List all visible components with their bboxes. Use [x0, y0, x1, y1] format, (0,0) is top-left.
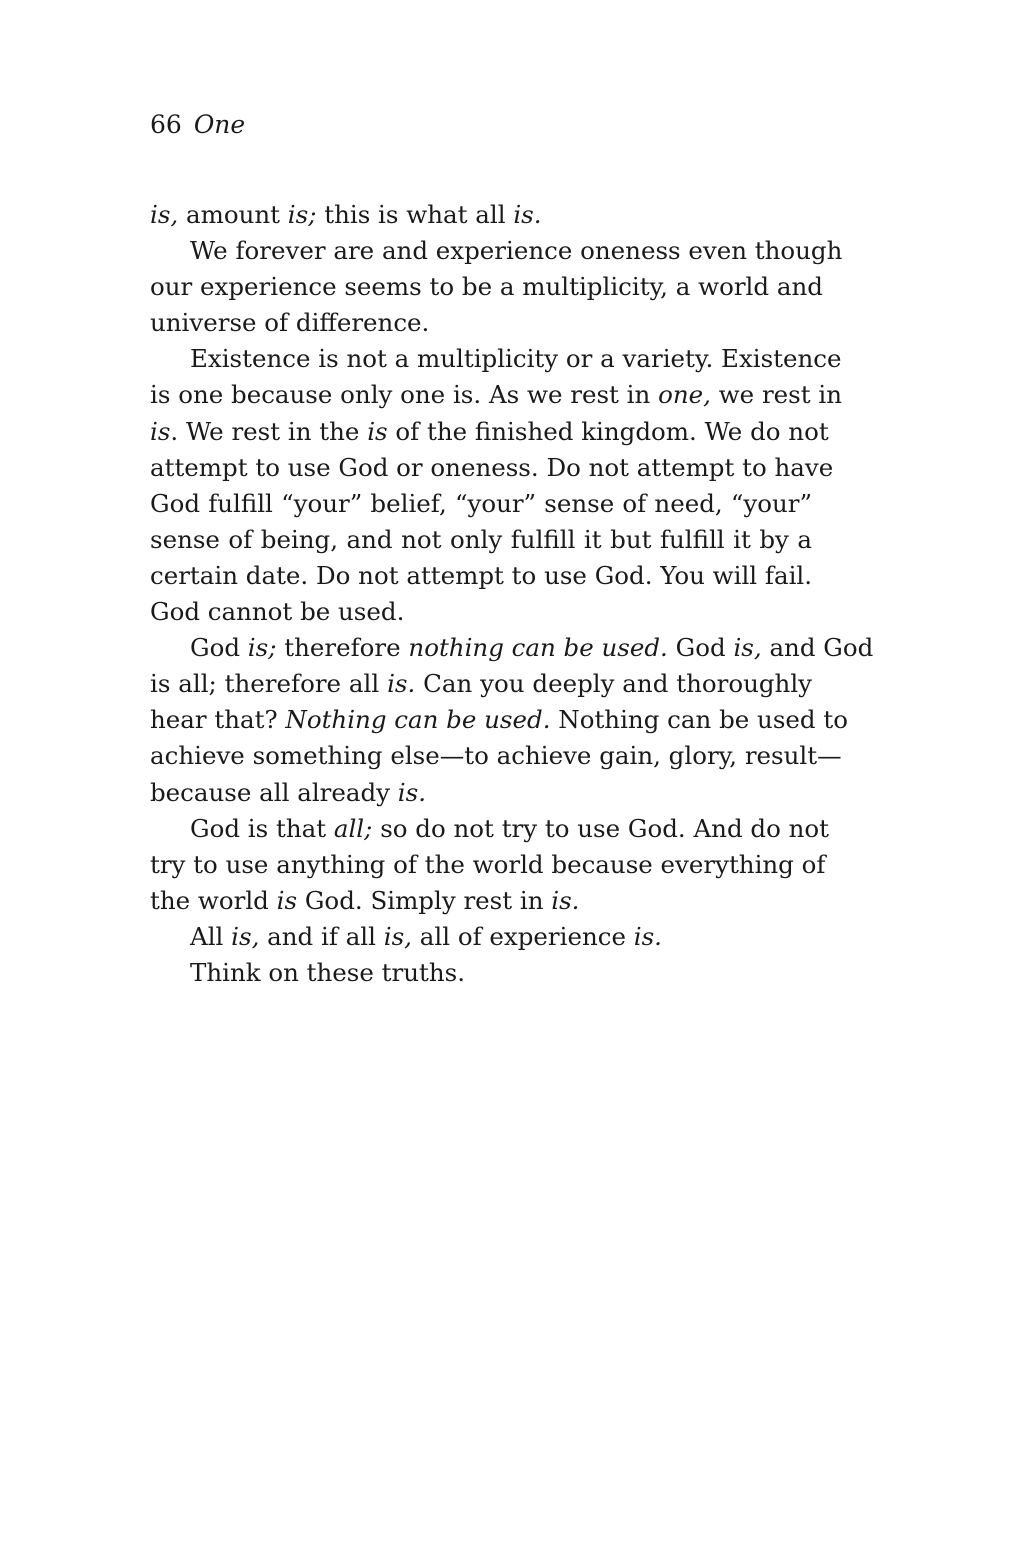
text-line — [150, 594, 812, 630]
running-title: One — [193, 110, 246, 139]
text-line — [150, 197, 812, 233]
text-segment: hear that? — [150, 705, 286, 735]
text-segment: and God — [761, 633, 874, 663]
text-segment: the world — [150, 885, 277, 915]
text-segment: therefore — [276, 633, 409, 663]
body-text — [150, 197, 874, 991]
text-line — [150, 305, 812, 341]
text-segment: is all; therefore all — [150, 669, 388, 699]
text-line — [150, 702, 848, 738]
text-segment: universe of difference. — [150, 308, 430, 338]
text-line — [150, 414, 829, 450]
italic-text: is — [150, 416, 171, 446]
text-segment: of the finished kingdom. We do not — [387, 416, 829, 446]
italic-text: is, — [733, 633, 762, 663]
text-segment: Nothing can be used to — [550, 705, 848, 735]
text-line — [150, 630, 874, 666]
text-line — [150, 919, 812, 955]
text-line — [150, 811, 830, 847]
italic-text: is. — [513, 200, 542, 229]
text-segment: Can you deeply and thoroughly — [415, 669, 813, 699]
text-line — [150, 775, 812, 811]
text-line — [150, 377, 842, 413]
text-segment: we rest in — [710, 380, 842, 410]
text-segment: because all already — [150, 777, 398, 807]
text-segment: We forever are and experience oneness even though — [190, 236, 843, 266]
text-line — [150, 666, 812, 702]
italic-text: is — [276, 885, 298, 915]
text-line — [150, 341, 842, 377]
text-line — [150, 955, 812, 991]
text-segment: Existence is not a multiplicity or a variety. Existence — [190, 344, 842, 374]
italic-text: is, — [150, 200, 179, 229]
text-segment: sense of being, and not only fulfill it but fulfill it by a — [150, 524, 812, 554]
page-number: 66 — [150, 110, 182, 139]
running-head — [150, 108, 245, 142]
text-line — [150, 450, 834, 486]
italic-text: is; — [287, 200, 317, 229]
italic-text: is, — [383, 921, 412, 951]
text-line — [150, 738, 842, 774]
text-line — [150, 522, 812, 558]
italic-text: is — [367, 416, 388, 446]
text-line — [150, 233, 843, 269]
italic-text: is; — [247, 633, 277, 663]
text-segment: God. Simply rest in — [297, 885, 552, 915]
text-segment: God is that — [190, 813, 334, 843]
text-segment: Think on these truths. — [190, 957, 465, 987]
italic-text: is. — [397, 777, 426, 807]
text-line — [150, 269, 823, 305]
italic-text: is, — [231, 921, 260, 951]
text-segment: certain date. Do not attempt to use God. You will fail. — [150, 560, 813, 590]
text-segment: and if all — [259, 921, 384, 951]
text-line — [150, 883, 812, 919]
italic-text: nothing can be used. — [408, 633, 668, 663]
text-segment: this is what all — [316, 200, 514, 229]
text-segment: . We rest in the — [170, 416, 368, 446]
italic-text: all; — [333, 813, 373, 843]
italic-text: is. — [551, 885, 580, 915]
text-segment: try to use anything of the world because everything of — [150, 849, 826, 879]
text-segment: so do not try to use God. And do not — [372, 813, 830, 843]
text-segment: God — [667, 633, 734, 663]
text-segment: all of experience — [411, 921, 634, 951]
text-segment: achieve something else—to achieve gain, glory, result— — [150, 741, 842, 771]
italic-text: is. — [633, 921, 662, 951]
text-segment: attempt to use God or oneness. Do not attempt to have — [150, 452, 834, 482]
text-segment: God — [190, 633, 248, 663]
text-segment: God fulfill “your” belief, “your” sense of need, “your” — [150, 488, 812, 518]
text-segment: is one because only one is. As we rest in — [150, 380, 659, 410]
italic-text: Nothing can be used. — [285, 705, 551, 735]
text-line — [150, 847, 826, 883]
text-line — [150, 486, 812, 522]
text-segment: All — [190, 921, 232, 951]
text-segment: God cannot be used. — [150, 597, 405, 627]
italic-text: is. — [387, 669, 416, 699]
italic-text: one, — [658, 380, 711, 410]
text-segment: our experience seems to be a multiplicity, a world and — [150, 272, 823, 302]
text-segment: amount — [178, 200, 288, 229]
text-line — [150, 558, 812, 594]
